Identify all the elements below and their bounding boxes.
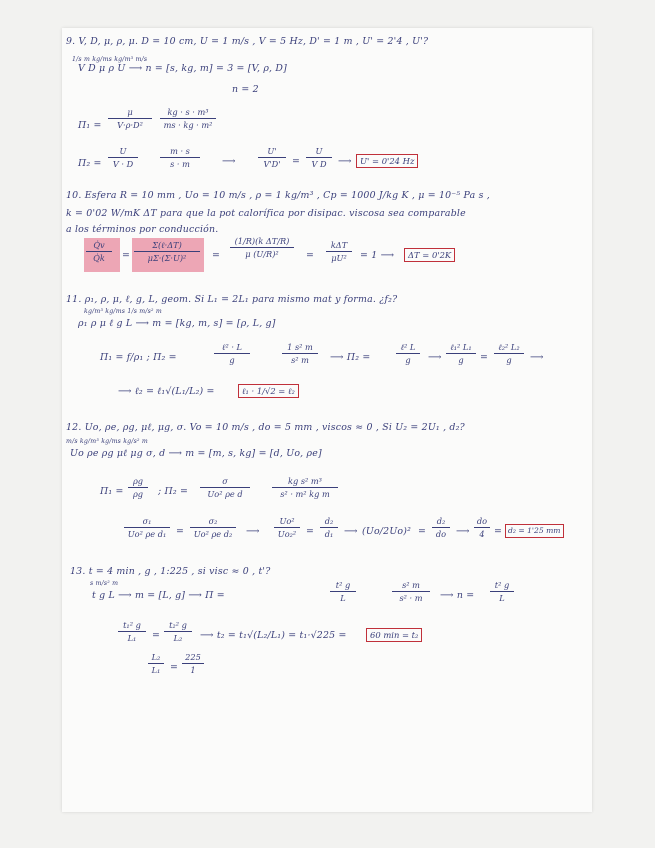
fraction-bar: [86, 251, 112, 252]
ratio-value-fraction: [182, 652, 204, 675]
fraction-bar: [258, 157, 286, 158]
denominator: L₁: [127, 633, 137, 643]
equals-sign: =: [292, 156, 301, 167]
problem-11-units: kg/m³ kg/ms 1/s m/s² m: [84, 308, 162, 315]
eq-b: [164, 620, 192, 643]
arrow: ⟶: [338, 156, 352, 167]
denominator: μΣ·(Σ·U)²: [147, 253, 187, 263]
denominator: L: [499, 593, 505, 603]
pi-fraction: [330, 580, 356, 603]
problem-9-units: 1/s m kg/ms kg/m³ m/s: [72, 56, 148, 63]
equals-sign: =: [176, 526, 185, 537]
fraction-bar: [330, 591, 356, 592]
arrow-pi2: ⟶ Π₂ =: [330, 352, 371, 363]
ratio-fraction: [148, 652, 164, 675]
numerator: ℓ² · L: [222, 342, 242, 352]
fraction-bar: [124, 527, 170, 528]
equals-sign: =: [306, 526, 315, 537]
numerator: t₂² g: [169, 620, 187, 630]
problem-11-pi-groups: Π₁ = f/ρ₁ ; Π₂ =: [100, 352, 177, 363]
problem-9-dimensional-matrix: V D μ ρ U ⟶ n = [s, kg, m] = 3 = [V, ρ, D]: [78, 63, 287, 74]
numerator: ℓ² L: [400, 342, 416, 352]
denominator: L₁: [151, 665, 161, 675]
problem-12-dimensional-matrix: Uo ρe ρg μℓ μg σ, d ⟶ m = [m, s, kg] = [d, Uo, ρe]: [70, 448, 322, 459]
problem-11-dimensional-matrix: ρ₁ ρ μ ℓ g L ⟶ m = [kg, m, s] = [ρ, L, g]: [78, 318, 276, 329]
pi1-units-numerator: kg · s · m³: [167, 107, 209, 117]
numerator: Q̇v: [93, 240, 105, 250]
numerator: t² g: [335, 580, 351, 590]
denominator: ρg: [132, 489, 144, 499]
denominator: 4: [479, 529, 485, 539]
problem-12-pi2-label: ; Π₂ =: [158, 486, 189, 497]
denominator: L: [340, 593, 346, 603]
problem-10-heading: 10. Esfera R = 10 mm , Uo = 10 m/s , ρ = 1 kg/m³ , Cp = 1000 J/kg K , μ = 10⁻⁵ Pa s ,: [66, 190, 490, 201]
eq-a: [124, 516, 170, 539]
numerator: σ₂: [208, 516, 218, 526]
numerator: (1/R)(k ΔT/R): [234, 236, 290, 246]
pi1-fraction: [108, 107, 152, 130]
problem-9-result-box: U' = 0'24 Hz: [356, 154, 418, 168]
arrow: ⟶: [222, 156, 236, 167]
pi2-fraction: [214, 342, 250, 365]
fraction-bar: [160, 157, 200, 158]
problem-10-result-box: ΔT = 0'2K: [404, 248, 455, 262]
problem-13-heading: 13. t = 4 min , g , 1:225 , si visc ≈ 0 , t'?: [70, 566, 271, 577]
equals-sign: =: [170, 662, 179, 673]
fraction-bar: [214, 353, 250, 354]
pi2-units-numerator: m · s: [170, 146, 190, 156]
eq-f: [432, 516, 450, 539]
numerator: U': [267, 146, 277, 156]
numerator: L₂: [151, 652, 161, 662]
problem-9-heading: 9. V, D, μ, ρ, μ. D = 10 cm, U = 1 m/s , V = 5 Hz, D' = 1 m , U' = 2'4 , U'?: [66, 36, 429, 47]
pi2-equality-right: [306, 146, 332, 169]
order-of-magnitude-fraction: [134, 240, 200, 263]
fraction-bar: [190, 527, 236, 528]
arrow: ⟶: [344, 526, 358, 537]
fraction-bar: [108, 157, 138, 158]
heat-ratio-fraction: [86, 240, 112, 263]
pi2-numerator: U: [119, 146, 127, 156]
pi2-denominator: V · D: [112, 159, 134, 169]
eq-d: [320, 516, 338, 539]
pi2b-fraction: [396, 342, 420, 365]
problem-13-dimensional-matrix: t g L ⟶ m = [L, g] ⟶ Π =: [92, 590, 225, 601]
fraction-bar: [148, 663, 164, 664]
numerator: d₂: [324, 516, 334, 526]
fraction-bar: [128, 487, 148, 488]
arrow: ⟶: [428, 352, 442, 363]
denominator: 1: [190, 665, 196, 675]
numerator: 225: [185, 652, 201, 662]
pi1-numerator: μ: [127, 107, 133, 117]
arrow: ⟶: [456, 526, 470, 537]
pi2-units: [272, 476, 338, 499]
problem-9-n: n = 2: [232, 84, 259, 95]
numerator: d₂: [436, 516, 446, 526]
eq-a: [118, 620, 146, 643]
numerator: ρg: [132, 476, 144, 486]
fraction-bar: [320, 527, 338, 528]
denominator: Uo² ρe d₁: [127, 529, 167, 539]
pi2-units: [160, 146, 200, 169]
pi1-denominator: V·ρ·D²: [117, 120, 143, 130]
fraction-bar: [326, 251, 352, 252]
denominator: g: [405, 355, 411, 365]
numerator: t₁² g: [123, 620, 141, 630]
pi2-units-denominator: s · m: [170, 159, 190, 169]
denominator: s² m: [291, 355, 309, 365]
numerator: Σ(ℓ·ΔT): [152, 240, 182, 250]
denominator: μU²: [331, 253, 347, 263]
numerator: ℓ₂² L₂: [498, 342, 520, 352]
pi1-fraction: [128, 476, 148, 499]
equals-sign: =: [212, 250, 221, 261]
eq-g: [474, 516, 490, 539]
denominator: g: [506, 355, 512, 365]
numerator: 1 s² m: [287, 342, 313, 352]
denominator: Uo² ρe d: [207, 489, 243, 499]
denominator: Uo² ρe d₂: [193, 529, 233, 539]
pi2-units: [282, 342, 318, 365]
fraction-bar: [164, 631, 192, 632]
fraction-bar: [134, 251, 200, 252]
fraction-bar: [490, 591, 514, 592]
problem-13-result-box: 60 min = t₂: [366, 628, 422, 642]
problem-11-heading: 11. ρ₁, ρ, μ, ℓ, g, L, geom. Si L₁ = 2L₁ para mismo mat y forma. ¿f₂?: [66, 294, 398, 305]
pi2-equality-left: [258, 146, 286, 169]
equals-one: = 1 ⟶: [360, 250, 395, 261]
fraction-bar: [306, 157, 332, 158]
numerator: kg s² m³: [288, 476, 322, 486]
fraction-bar: [108, 118, 152, 119]
problem-13-derivation: ⟶ t₂ = t₁√(L₂/L₁) = t₁·√225 =: [200, 630, 347, 641]
equals-sign: =: [418, 526, 427, 537]
scaled-fraction: [230, 236, 294, 259]
numerator: σ: [222, 476, 228, 486]
pi1-label: Π₁ =: [78, 120, 102, 131]
pi2d-fraction: [494, 342, 524, 365]
denominator: s² · m: [399, 593, 423, 603]
arrow-n: ⟶ n =: [440, 590, 475, 601]
numerator: σ₁: [142, 516, 152, 526]
problem-12-pi1-label: Π₁ =: [100, 486, 124, 497]
equals-sign: =: [152, 630, 161, 641]
fraction-bar: [392, 591, 430, 592]
problem-12-heading: 12. Uo, ρe, ρg, μℓ, μg, σ. Vo = 10 m/s , do = 5 mm , viscos ≈ 0 , Si U₂ = 2U₁ , d₂?: [66, 422, 465, 433]
denominator: L₂: [173, 633, 183, 643]
denominator: g: [458, 355, 464, 365]
equals-sign: =: [122, 250, 131, 261]
pi-units: [392, 580, 430, 603]
pi2-fraction: [108, 146, 138, 169]
denominator: d₁: [324, 529, 334, 539]
fraction-bar: [432, 527, 450, 528]
numerator: Uo²: [279, 516, 295, 526]
denominator: s² · m² kg m: [280, 489, 330, 499]
problem-12-units: m/s kg/m³ kg/ms kg/s² m: [66, 438, 148, 445]
pi2c-fraction: [446, 342, 476, 365]
equals-sign: =: [480, 352, 489, 363]
equals-sign: =: [494, 526, 503, 537]
arrow: ⟶: [530, 352, 544, 363]
fraction-bar: [494, 353, 524, 354]
problem-11-final: ⟶ ℓ₂ = ℓ₁√(L₁/L₂) =: [118, 386, 215, 397]
fraction-bar: [282, 353, 318, 354]
numerator: U: [315, 146, 323, 156]
numerator: kΔT: [330, 240, 348, 250]
pi1-units: [160, 107, 216, 130]
denominator: V'D': [263, 159, 281, 169]
numerator: s² m: [402, 580, 420, 590]
n-fraction: [490, 580, 514, 603]
fraction-bar: [160, 118, 216, 119]
problem-13-units: s m/s² m: [90, 580, 119, 587]
problem-10-line-2: k = 0'02 W/mK ΔT para que la pot calorífica por disipac. viscosa sea comparable: [66, 208, 466, 219]
pi2-fraction: [200, 476, 250, 499]
fraction-bar: [118, 631, 146, 632]
denominator: g: [229, 355, 235, 365]
fraction-bar: [396, 353, 420, 354]
equals-sign: =: [306, 250, 315, 261]
numerator: do: [476, 516, 488, 526]
fraction-bar: [200, 487, 250, 488]
denominator: do: [435, 529, 447, 539]
eq-b: [190, 516, 236, 539]
problem-11-result-box: ℓ₁ · 1/√2 = ℓ₂: [238, 384, 299, 398]
numerator: t² g: [494, 580, 510, 590]
denominator: Uo₂²: [277, 529, 297, 539]
pi2-label: Π₂ =: [78, 158, 102, 169]
denominator: μ (U/R)²: [245, 249, 279, 259]
denominator: V D: [311, 159, 327, 169]
fraction-bar: [446, 353, 476, 354]
fraction-bar: [230, 247, 294, 248]
pi1-units-denominator: ms · kg · m²: [163, 120, 213, 130]
simplified-fraction: [326, 240, 352, 263]
arrow: ⟶: [246, 526, 260, 537]
denominator: Q̇k: [93, 253, 105, 263]
eq-e: (Uo/2Uo)²: [362, 526, 412, 537]
fraction-bar: [274, 527, 300, 528]
fraction-bar: [182, 663, 204, 664]
numerator: ℓ₁² L₁: [450, 342, 472, 352]
problem-10-line-3: a los términos por conducción.: [66, 224, 219, 235]
fraction-bar: [272, 487, 338, 488]
fraction-bar: [474, 527, 490, 528]
eq-c: [274, 516, 300, 539]
problem-12-result-box: d₂ = 1'25 mm: [505, 524, 564, 538]
